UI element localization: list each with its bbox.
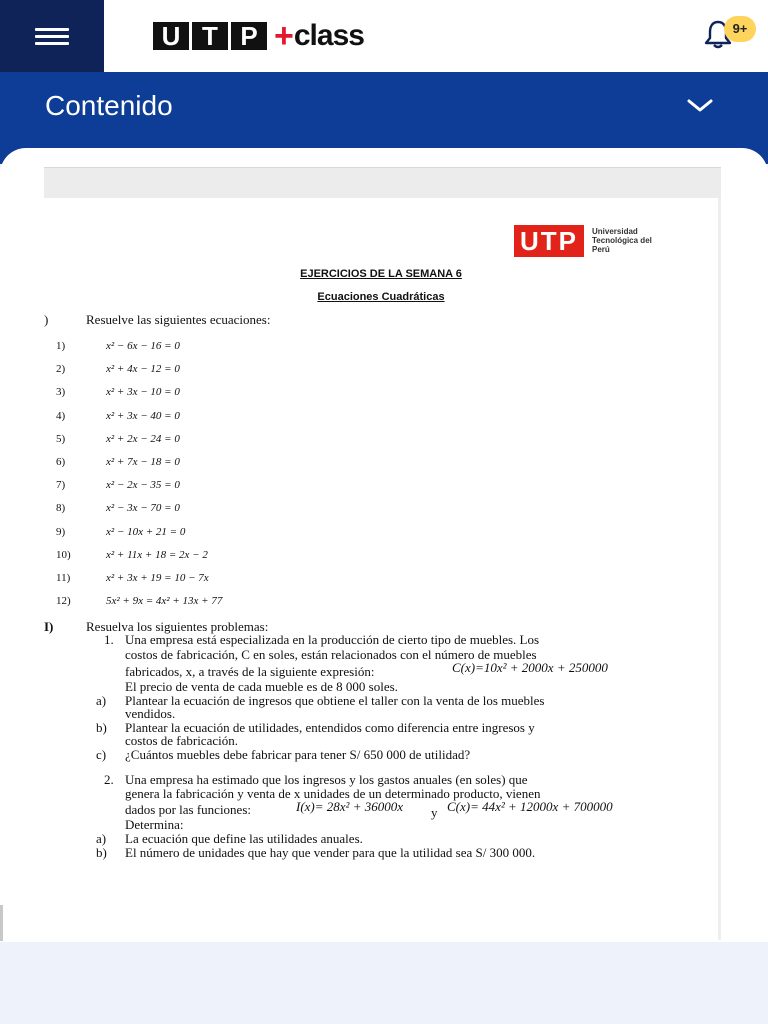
item-text: El número de unidades que hay que vender para que la utilidad sea S/ 300 000. xyxy=(125,845,536,860)
equation-number: 5) xyxy=(56,432,66,445)
item-text: Plantear la ecuación de ingresos que obtiene el taller con la venta de los muebles xyxy=(125,693,545,708)
document-title: EJERCICIOS DE LA SEMANA 6 xyxy=(300,268,462,280)
equation-text: x² − 10x + 21 = 0 xyxy=(106,525,186,538)
problem-text: El precio de venta de cada mueble es de 8 000 soles. xyxy=(125,679,398,694)
item-text: ¿Cuántos muebles debe fabricar para tener S/ 650 000 de utilidad? xyxy=(125,747,471,762)
item-label: a) xyxy=(96,693,107,708)
equation-text: x² + 3x + 19 = 10 − 7x xyxy=(106,572,209,584)
hamburger-icon xyxy=(35,35,69,38)
problem-number: 2. xyxy=(104,772,114,787)
item-label: b) xyxy=(96,720,107,735)
problem-text: genera la fabricación y venta de x unidades de un determinado producto, vienen xyxy=(125,786,541,801)
equation-number: 1) xyxy=(56,340,66,352)
income-formula: I(x)= 28x² + 36000x xyxy=(296,799,403,814)
equation-number: 4) xyxy=(56,409,66,422)
problem-number: 1. xyxy=(104,632,114,647)
document-toolbar xyxy=(44,167,721,199)
equation-number: 12) xyxy=(56,595,71,608)
hamburger-icon xyxy=(35,28,69,31)
equation-item xyxy=(56,340,180,352)
section-title: Resuelve las siguientes ecuaciones: xyxy=(86,312,271,327)
header-title: Contenido xyxy=(45,90,173,121)
equation-number: 7) xyxy=(56,479,66,492)
chevron-down-icon[interactable] xyxy=(687,98,713,114)
equation-number: 9) xyxy=(56,525,66,538)
scroll-indicator xyxy=(0,905,3,941)
equation-number: 6) xyxy=(56,456,66,468)
logo-letter: T xyxy=(192,22,228,50)
problem-text: Una empresa ha estimado que los ingresos y los gastos anuales (en soles) que xyxy=(125,772,528,787)
equation-item xyxy=(56,595,222,607)
equation-item xyxy=(56,572,209,584)
equation-item xyxy=(56,479,180,491)
section-title: Resuelva los siguientes problemas: xyxy=(86,619,269,634)
problem-text: costos de fabricación, C en soles, están relacionados con el número de muebles xyxy=(125,647,537,662)
equation-text: x² + 4x − 12 = 0 xyxy=(106,363,180,376)
document-page xyxy=(44,198,721,940)
item-text: costos de fabricación. xyxy=(125,733,238,748)
equation-text: 5x² + 9x = 4x² + 13x + 77 xyxy=(106,595,223,608)
equation-number: 11) xyxy=(56,572,71,584)
equation-number: 2) xyxy=(56,363,66,376)
equation-item xyxy=(56,386,180,398)
logo-letter: P xyxy=(231,22,267,50)
section-marker: ) xyxy=(44,312,49,327)
equation-text: x² + 3x − 40 = 0 xyxy=(106,409,180,422)
logo-class: class xyxy=(293,19,364,52)
menu-button[interactable] xyxy=(0,0,104,72)
logo-plus: + xyxy=(274,17,294,55)
cost-formula: C(x)= 44x² + 12000x + 700000 xyxy=(447,799,613,814)
equation-text: x² − 6x − 16 = 0 xyxy=(106,340,180,352)
utp-class-logo[interactable] xyxy=(153,17,364,55)
problem-text: fabricados, x, a través de la siguiente expresión: xyxy=(125,664,375,679)
item-label: a) xyxy=(96,831,107,846)
equation-number: 10) xyxy=(56,548,71,561)
equation-item xyxy=(56,410,180,422)
item-label: c) xyxy=(96,747,107,762)
utp-document-logo xyxy=(514,225,654,257)
equation-number: 8) xyxy=(56,502,66,515)
problem-text: Determina: xyxy=(125,817,184,832)
equation-item xyxy=(56,526,185,538)
logo-subtitle: Universidad Tecnológica del Perú xyxy=(592,227,652,254)
equation-item xyxy=(56,502,180,514)
item-label: b) xyxy=(96,845,107,860)
equation-text: x² − 2x − 35 = 0 xyxy=(106,479,180,492)
document-subtitle: Ecuaciones Cuadráticas xyxy=(317,291,445,303)
top-bar xyxy=(0,0,768,72)
section-marker: I) xyxy=(44,619,54,634)
equation-text: x² + 3x − 10 = 0 xyxy=(106,386,180,399)
item-text: Plantear la ecuación de utilidades, entendidos como diferencia entre ingresos y xyxy=(125,720,535,735)
problem-text: dados por las funciones: xyxy=(125,802,252,817)
item-text: La ecuación que define las utilidades anuales. xyxy=(125,831,363,846)
equation-item xyxy=(56,363,180,375)
equation-item xyxy=(56,433,180,445)
equation-item xyxy=(56,549,208,561)
conjunction: y xyxy=(431,805,438,820)
equation-item xyxy=(56,456,180,468)
equation-text: x² + 2x − 24 = 0 xyxy=(106,432,180,445)
logo-text: UTP xyxy=(520,226,578,256)
item-text: vendidos. xyxy=(125,706,176,721)
equation-text: x² − 3x − 70 = 0 xyxy=(106,502,180,515)
notification-badge[interactable]: 9+ xyxy=(724,16,756,42)
cost-formula: C(x)=10x² + 2000x + 250000 xyxy=(452,660,608,675)
equation-text: x² + 7x − 18 = 0 xyxy=(106,456,180,468)
logo-letter: U xyxy=(153,22,189,50)
equation-number: 3) xyxy=(56,386,66,399)
hamburger-icon xyxy=(35,42,69,45)
problem-text: Una empresa está especializada en la producción de cierto tipo de muebles. Los xyxy=(125,632,540,647)
equation-text: x² + 11x + 18 = 2x − 2 xyxy=(106,548,208,561)
